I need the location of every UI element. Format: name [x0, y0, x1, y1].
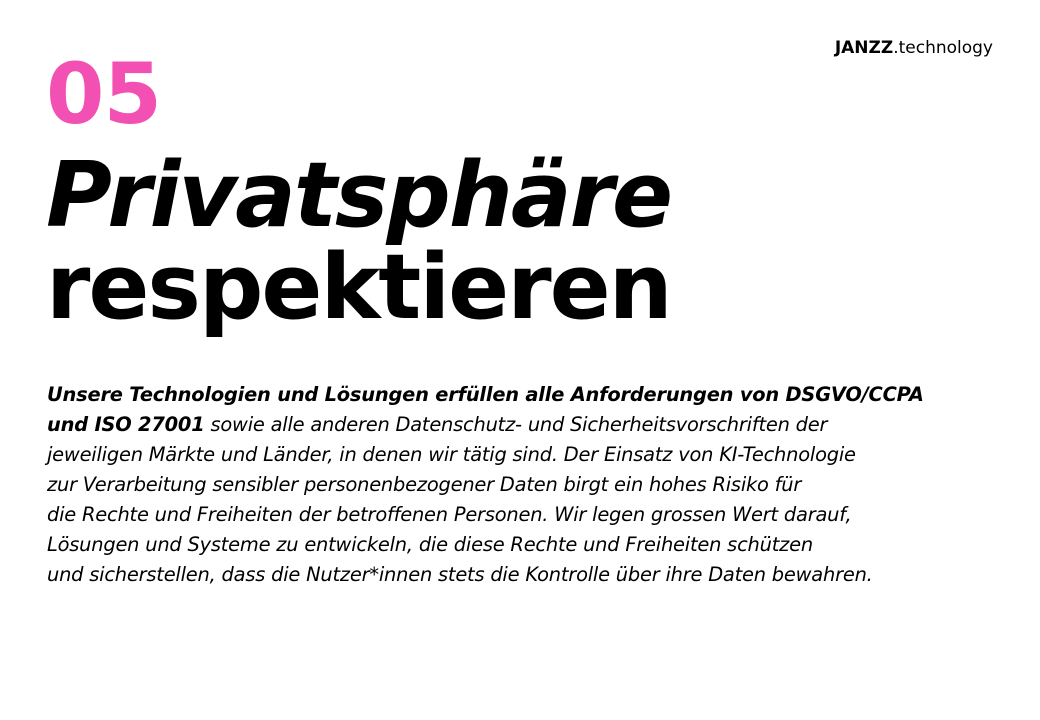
body-line-1: Unsere Technologien und Lösungen erfüllen alle Anforderungen von DSGVO/CCPA — [47, 383, 924, 406]
body-line-5: die Rechte und Freiheiten der betroffenen Personen. Wir legen grossen Wert darauf, — [47, 503, 852, 526]
body-line-2 — [47, 410, 987, 440]
section-number: 05 — [46, 45, 161, 143]
brand-suffix: .technology — [893, 38, 993, 58]
brand-logo — [835, 37, 993, 59]
body-line-7: und sicherstellen, dass die Nutzer*innen stets die Kontrolle über ihre Daten bewahren. — [47, 563, 873, 586]
page-title-line-2: respektieren — [46, 235, 671, 340]
body-line-4: zur Verarbeitung sensibler personenbezogener Daten birgt ein hohes Risiko für — [47, 473, 802, 496]
body-line-2-rest: sowie alle anderen Datenschutz- und Sicherheitsvorschriften der — [204, 413, 828, 436]
page-title-line-1: Privatsphäre — [46, 143, 672, 248]
body-line-2-bold: und ISO 27001 — [47, 413, 205, 436]
brand-name: JANZZ — [834, 38, 894, 58]
body-line-6: Lösungen und Systeme zu entwickeln, die diese Rechte und Freiheiten schützen — [47, 533, 813, 556]
page-title — [46, 143, 672, 340]
body-line-3: jeweiligen Märkte und Länder, in denen wir tätig sind. Der Einsatz von KI-Technologie — [47, 443, 856, 466]
body-paragraph — [47, 380, 987, 590]
